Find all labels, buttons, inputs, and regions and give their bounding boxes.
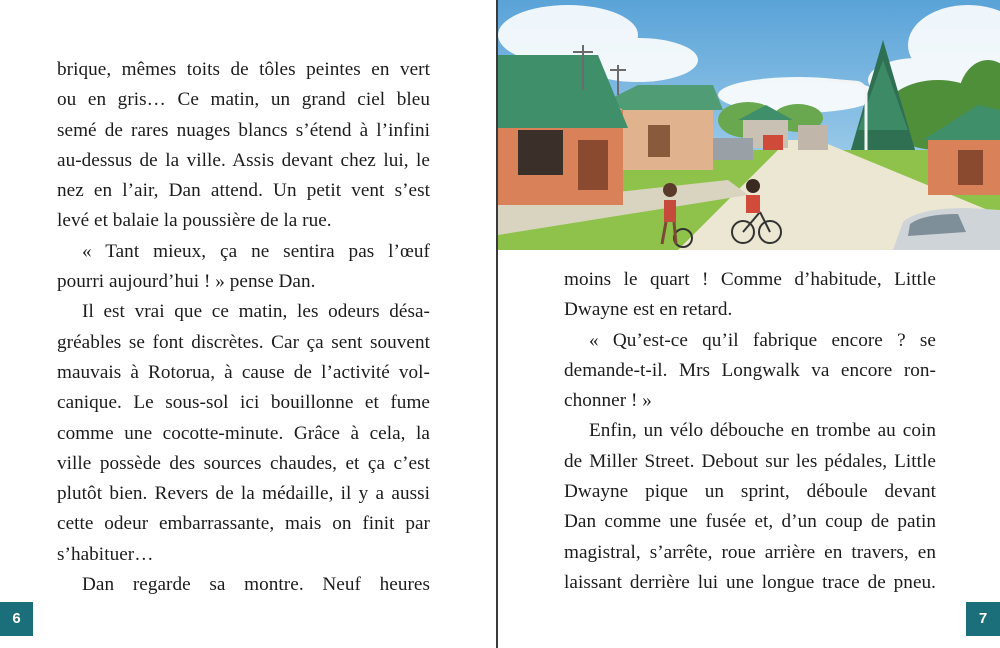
text-line: laissant derrière lui une longue trace de pneu.: [564, 571, 936, 593]
text-line: magistral, s’arrête, roue arrière en travers, en: [564, 541, 936, 563]
text-line: moins le quart ! Comme d’habitude, Little: [564, 269, 936, 290]
illustration-drawing: [498, 0, 1000, 250]
left-page-text: [57, 55, 430, 600]
text-line: comme une cocotte-minute. Grâce à cela, la: [57, 422, 430, 444]
text-line: Dan comme une fusée et, d’un coup de patin: [564, 511, 936, 533]
text-line: ou en gris… Ce matin, un grand ciel bleu: [57, 89, 430, 111]
text-line: « Tant mieux, ça ne sentira pas l’œuf: [82, 240, 430, 262]
page-number-left: 6: [0, 602, 33, 636]
text-line: Dwayne pique un sprint, déboule devant: [564, 481, 936, 503]
text-line: au-dessus de la ville. Assis devant chez lui, le: [57, 149, 430, 171]
text-line: de Miller Street. Debout sur les pédales, Little: [564, 450, 936, 472]
text-line: semé de rares nuages blancs s’étend à l’infini: [57, 119, 430, 141]
left-page: [0, 0, 497, 648]
text-line: plutôt bien. Revers de la médaille, il y a aussi: [57, 483, 430, 505]
text-line: mauvais à Rotorua, à cause de l’activité vol-: [57, 361, 430, 383]
text-line: demande-t-il. Mrs Longwalk va encore ron-: [564, 359, 936, 381]
text-line: s’habituer…: [57, 543, 154, 565]
right-page-text: [564, 265, 936, 598]
text-line: canique. Le sous-sol ici bouillonne et fume: [57, 392, 430, 414]
text-line: « Qu’est-ce qu’il fabrique encore ? se: [589, 329, 936, 351]
text-line: nez en l’air, Dan attend. Un petit vent s’est: [57, 180, 430, 202]
text-line: brique, mêmes toits de tôles peintes en vert: [57, 59, 430, 80]
text-line: pourri aujourd’hui ! » pense Dan.: [57, 271, 316, 293]
text-line: gréables se font discrètes. Car ça sent souvent: [57, 331, 430, 353]
text-line: Il est vrai que ce matin, les odeurs désa-: [82, 301, 430, 323]
text-line: cette odeur embarrassante, mais on finit par: [57, 513, 430, 535]
text-line: chonner ! »: [564, 390, 652, 412]
right-page: [498, 0, 1000, 648]
text-line: Dan regarde sa montre. Neuf heures: [82, 574, 430, 596]
page-number-right: 7: [966, 602, 1000, 636]
text-line: ville possède des sources chaudes, et ça c’est: [57, 452, 430, 474]
text-line: Dwayne est en retard.: [564, 299, 733, 321]
text-line: levé et balaie la poussière de la rue.: [57, 210, 332, 232]
street-illustration: [498, 0, 1000, 250]
text-line: Enfin, un vélo débouche en trombe au coin: [589, 420, 936, 442]
